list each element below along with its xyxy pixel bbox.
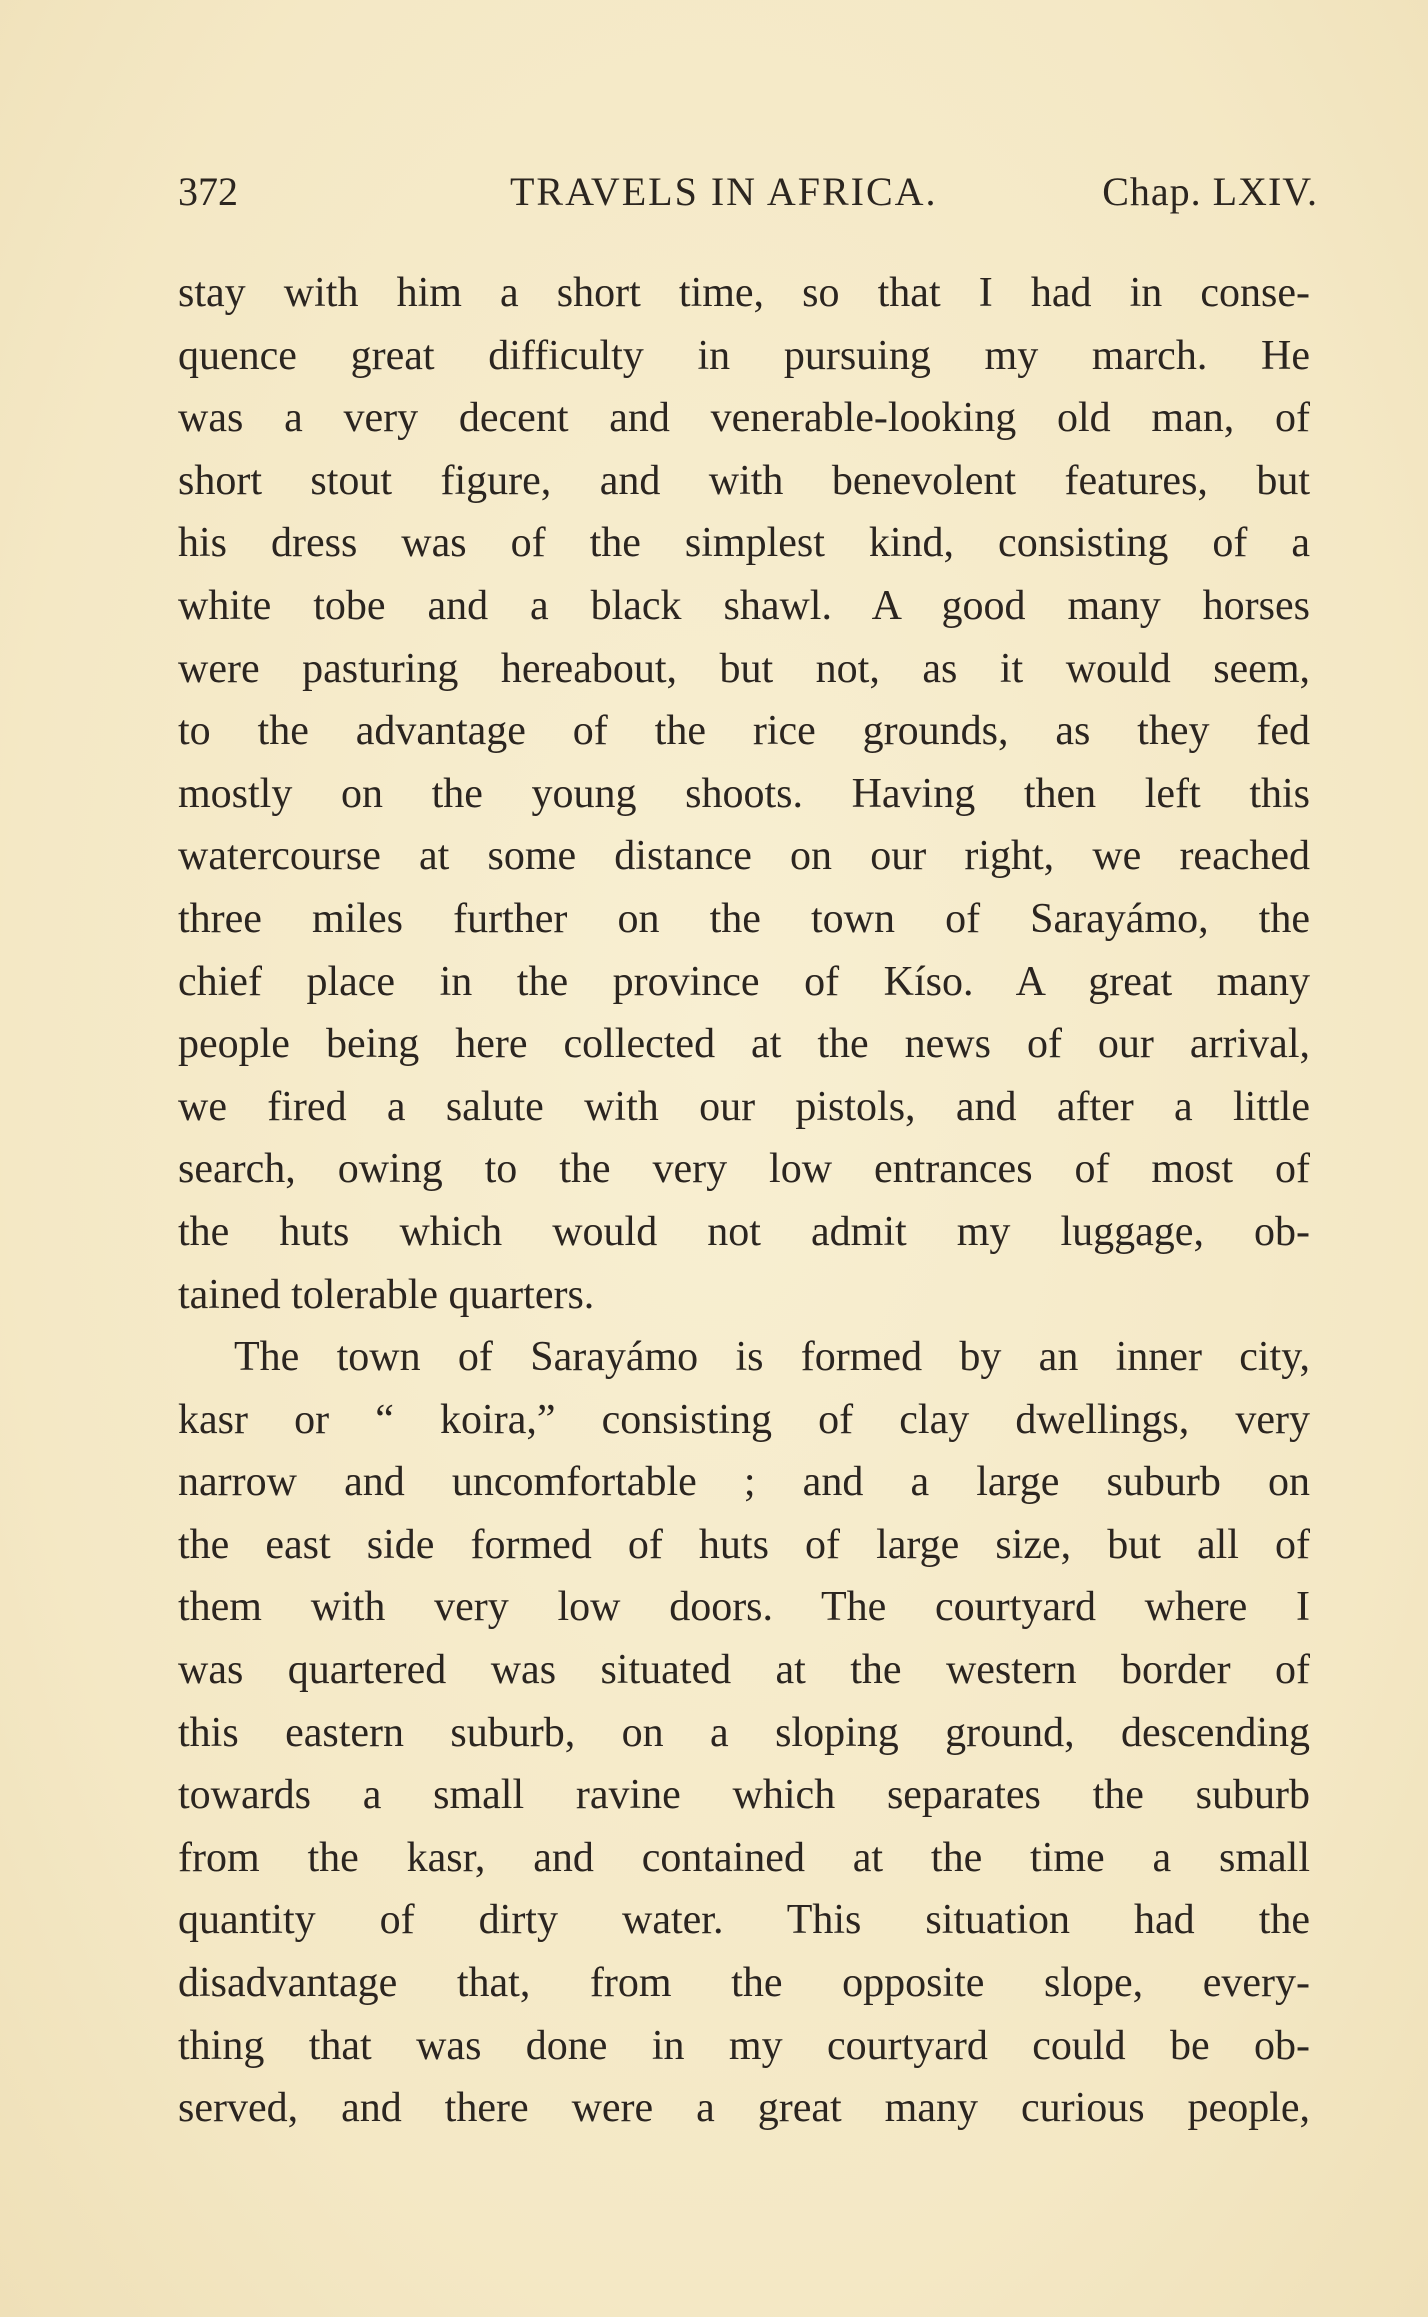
text-line: was a very decent and venerable-looking old man, of	[178, 395, 1310, 442]
text-line: people being here collected at the news of our arrival,	[178, 1021, 1310, 1068]
text-line: white tobe and a black shawl. A good many horses	[178, 582, 1310, 629]
paragraph-start-line: The town of Sarayámo is formed by an inner city,	[234, 1334, 1310, 1381]
text-line: to the advantage of the rice grounds, as they fed	[178, 708, 1310, 755]
text-line: from the kasr, and contained at the time a small	[178, 1834, 1310, 1881]
chapter-label: Chap. LXIV.	[1102, 169, 1318, 214]
text-line: chief place in the province of Kíso. A great many	[178, 958, 1310, 1005]
text-line: were pasturing hereabout, but not, as it would seem,	[178, 645, 1310, 692]
text-line: quence great difficulty in pursuing my march. He	[178, 332, 1310, 379]
page-number: 372	[178, 169, 238, 214]
text-line: quantity of dirty water. This situation had the	[178, 1897, 1310, 1944]
text-line: this eastern suburb, on a sloping ground, descending	[178, 1709, 1310, 1756]
text-line: mostly on the young shoots. Having then left this	[178, 770, 1310, 817]
text-line: thing that was done in my courtyard could be ob-	[178, 2022, 1310, 2069]
text-line: them with very low doors. The courtyard where I	[178, 1584, 1310, 1631]
text-line: the east side formed of huts of large size, but all of	[178, 1521, 1310, 1568]
text-line: was quartered was situated at the western border of	[178, 1647, 1310, 1694]
text-line: towards a small ravine which separates the suburb	[178, 1772, 1310, 1819]
text-line: disadvantage that, from the opposite slope, every-	[178, 1960, 1310, 2007]
page-header	[178, 168, 1318, 228]
text-line: short stout figure, and with benevolent features, but	[178, 457, 1310, 504]
text-line: kasr or “ koira,” consisting of clay dwellings, very	[178, 1396, 1310, 1443]
text-line: stay with him a short time, so that I had in conse-	[178, 270, 1310, 316]
text-line: his dress was of the simplest kind, consisting of a	[178, 520, 1310, 567]
text-line: search, owing to the very low entrances of most of	[178, 1146, 1310, 1193]
text-line: three miles further on the town of Sarayámo, the	[178, 895, 1310, 942]
body-text	[178, 262, 1310, 2140]
text-line: watercourse at some distance on our right, we reached	[178, 833, 1310, 880]
paragraph-end-line: tained tolerable quarters.	[178, 1271, 595, 1318]
text-line: served, and there were a great many curious people,	[178, 2085, 1310, 2132]
text-line: we fired a salute with our pistols, and after a little	[178, 1083, 1310, 1130]
text-line: narrow and uncomfortable ; and a large suburb on	[178, 1459, 1310, 1506]
running-title: TRAVELS IN AFRICA.	[510, 169, 938, 214]
text-line: the huts which would not admit my luggage, ob-	[178, 1208, 1310, 1255]
